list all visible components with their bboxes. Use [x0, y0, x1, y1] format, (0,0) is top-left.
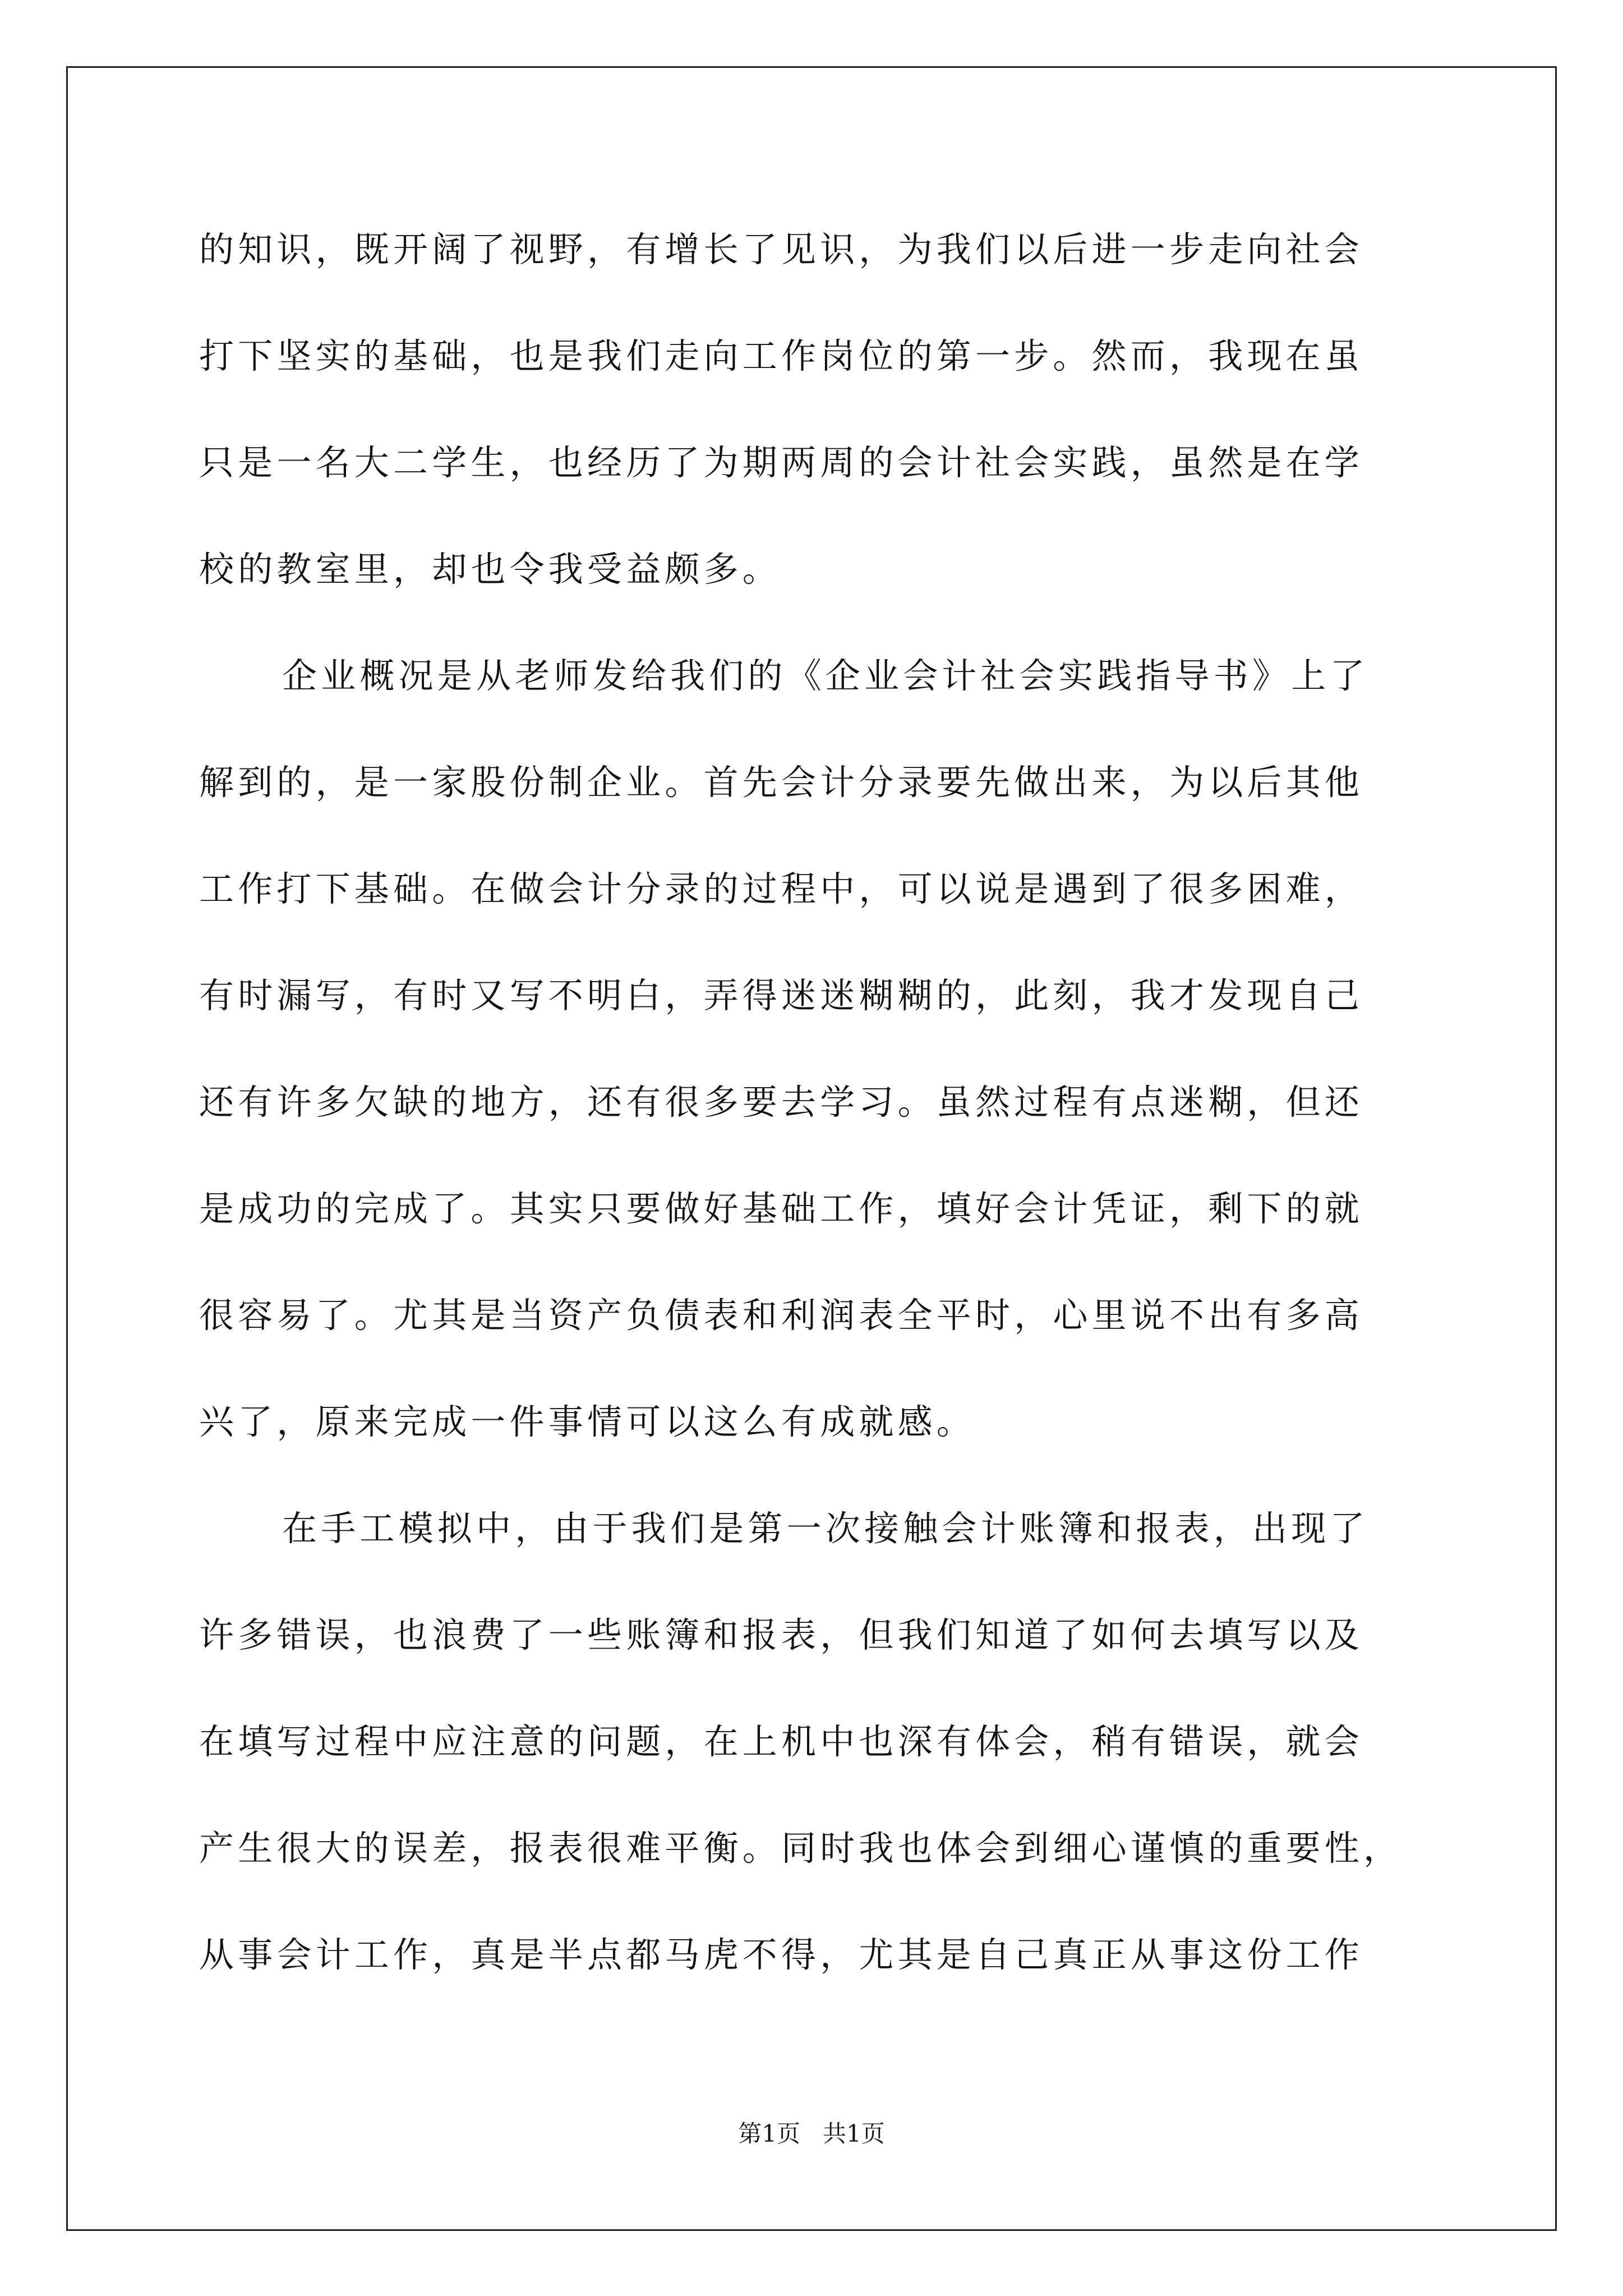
text-line: 工作打下基础。在做会计分录的过程中，可以说是遇到了很多困难， — [199, 868, 1364, 909]
text-line: 许多错误，也浪费了一些账簿和报表，但我们知道了如何去填写以及 — [199, 1614, 1364, 1655]
text-line: 很容易了。尤其是当资产负债表和利润表全平时，心里说不出有多高 — [199, 1295, 1364, 1336]
text-line: 的知识，既开阔了视野，有增长了见识，为我们以后进一步走向社会 — [199, 229, 1364, 270]
text-line: 校的教室里，却也令我受益颇多。 — [199, 549, 782, 590]
text-line: 产生很大的误差，报表很难平衡。同时我也体会到细心谨慎的重要性， — [199, 1828, 1403, 1869]
text-line: 从事会计工作，真是半点都马虎不得，尤其是自己真正从事这份工作 — [199, 1934, 1364, 1975]
paragraph-first-line: 在手工模拟中，由于我们是第一次接触会计账簿和报表，出现了 — [282, 1508, 1369, 1549]
text-line: 只是一名大二学生，也经历了为期两周的会计社会实践，虽然是在学 — [199, 442, 1364, 483]
text-line: 还有许多欠缺的地方，还有很多要去学习。虽然过程有点迷糊，但还 — [199, 1082, 1364, 1122]
page-footer: 第1页 共1页 — [738, 2120, 885, 2147]
page-border — [66, 66, 1557, 2231]
text-line: 是成功的完成了。其实只要做好基础工作，填好会计凭证，剩下的就 — [199, 1188, 1364, 1229]
text-line: 解到的，是一家股份制企业。首先会计分录要先做出来，为以后其他 — [199, 762, 1364, 803]
text-line: 在填写过程中应注意的问题，在上机中也深有体会，稍有错误，就会 — [199, 1721, 1364, 1762]
text-line: 兴了，原来完成一件事情可以这么有成就感。 — [199, 1401, 976, 1442]
text-line: 有时漏写，有时又写不明白，弄得迷迷糊糊的，此刻，我才发现自己 — [199, 975, 1364, 1016]
text-line: 打下坚实的基础，也是我们走向工作岗位的第一步。然而，我现在虽 — [199, 335, 1364, 376]
paragraph-first-line: 企业概况是从老师发给我们的《企业会计社会实践指导书》上了 — [282, 655, 1369, 696]
